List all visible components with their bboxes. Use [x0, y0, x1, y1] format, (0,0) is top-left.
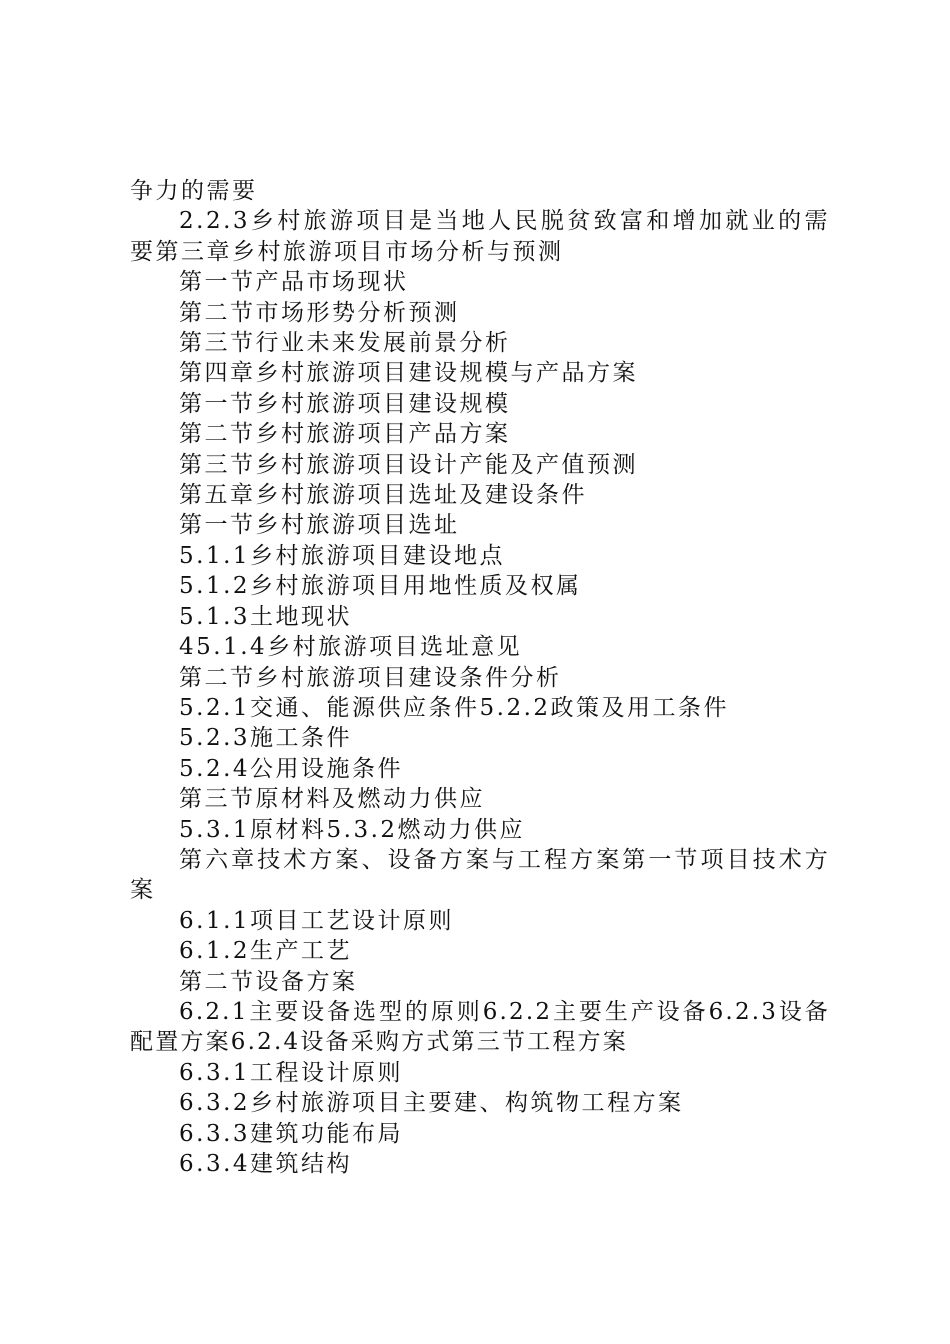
- section-heading: 第二节乡村旅游项目建设条件分析: [179, 664, 562, 691]
- chapter-heading: 第四章乡村旅游项目建设规模与产品方案: [179, 360, 638, 387]
- subsection-item: 5.1.2乡村旅游项目用地性质及权属: [179, 573, 582, 600]
- section-heading: 第三节原材料及燃动力供应: [179, 786, 485, 813]
- text-paragraph: 第六章技术方案、设备方案与工程方案第一节项目技术方案: [130, 846, 830, 904]
- subsection-item: 5.2.4公用设施条件: [179, 755, 404, 782]
- subsection-item: 5.2.3施工条件: [179, 725, 353, 752]
- section-heading: 第一节乡村旅游项目建设规模: [179, 390, 511, 417]
- section-heading: 第二节乡村旅游项目产品方案: [179, 421, 511, 448]
- subsection-item: 45.1.4乡村旅游项目选址意见: [179, 634, 523, 661]
- subsection-item: 6.1.2生产工艺: [179, 938, 353, 965]
- subsection-item: 5.2.1交通、能源供应条件5.2.2政策及用工条件: [179, 694, 730, 721]
- section-heading: 第一节乡村旅游项目选址: [179, 512, 460, 539]
- subsection-item: 6.3.2乡村旅游项目主要建、构筑物工程方案: [179, 1090, 684, 1117]
- section-heading: 第二节设备方案: [179, 968, 358, 995]
- subsection-item: 5.1.1乡村旅游项目建设地点: [179, 542, 506, 569]
- text-paragraph: 2.2.3乡村旅游项目是当地人民脱贫致富和增加就业的需要第三章乡村旅游项目市场分析与预测: [130, 208, 830, 265]
- subsection-item: 6.1.1项目工艺设计原则: [179, 907, 455, 934]
- text-line: 争力的需要: [130, 178, 258, 204]
- document-body: [130, 176, 830, 1179]
- section-heading: 第三节乡村旅游项目设计产能及产值预测: [179, 451, 638, 478]
- chapter-heading: 第五章乡村旅游项目选址及建设条件: [179, 482, 587, 509]
- subsection-item: 6.3.4建筑结构: [179, 1151, 353, 1177]
- section-heading: 第三节行业未来发展前景分析: [179, 330, 511, 357]
- text-paragraph: 6.2.1主要设备选型的原则6.2.2主要生产设备6.2.3设备配置方案6.2.4设备采购方式第三节工程方案: [130, 998, 830, 1056]
- subsection-item: 6.3.3建筑功能布局: [179, 1120, 404, 1147]
- section-heading: 第一节产品市场现状: [179, 269, 409, 296]
- subsection-item: 6.3.1工程设计原则: [179, 1059, 404, 1086]
- subsection-item: 5.1.3土地现状: [179, 603, 353, 630]
- section-heading: 第二节市场形势分析预测: [179, 299, 460, 326]
- subsection-item: 5.3.1原材料5.3.2燃动力供应: [179, 816, 526, 843]
